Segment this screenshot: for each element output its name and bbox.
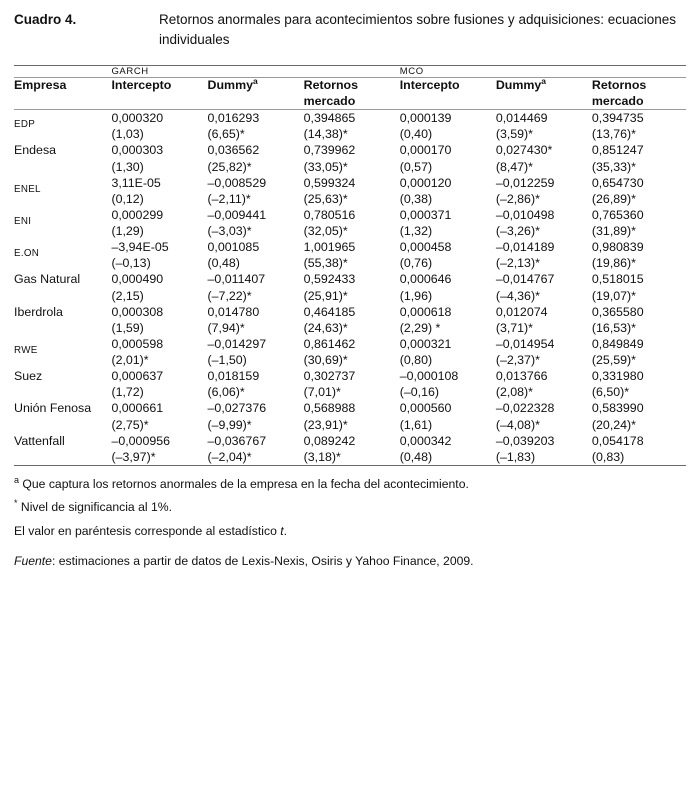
- row-firm: Vattenfall: [14, 433, 65, 448]
- row-cell: 0,000646 (1,96): [399, 272, 452, 303]
- table-row: [14, 368, 686, 400]
- row-cell: 0,861462 (30,69)*: [303, 336, 356, 367]
- row-cell: 0,599324 (25,63)*: [303, 175, 356, 206]
- note-superscript-a: [14, 476, 686, 492]
- row-cell: 0,089242 (3,18)*: [303, 433, 356, 464]
- table-row: [14, 239, 686, 271]
- row-cell: –0,039203 (–1,83): [495, 433, 555, 464]
- row-cell: 0,000308 (1,59): [111, 304, 164, 335]
- col-header-intercepto-mco-l1: Intercepto: [399, 78, 460, 93]
- row-cell: 0,014780 (7,94)*: [207, 304, 260, 335]
- row-cell: 0,331980 (6,50)*: [591, 369, 644, 400]
- row-cell: 1,001965 (55,38)*: [303, 240, 356, 271]
- row-cell: 0,000342 (0,48): [399, 433, 452, 464]
- row-cell: 0,851247 (35,33)*: [591, 143, 644, 174]
- note-t-statistic: [14, 523, 686, 539]
- row-firm: Iberdrola: [14, 304, 63, 319]
- row-cell: 0,592433 (25,91)*: [303, 272, 356, 303]
- note-significance: [14, 499, 686, 515]
- row-cell: 0,302737 (7,01)*: [303, 369, 356, 400]
- row-cell: 0,654730 (26,89)*: [591, 175, 644, 206]
- row-cell: 0,365580 (16,53)*: [591, 304, 644, 335]
- col-header-intercepto-mco: [400, 78, 496, 110]
- table-caption: [14, 10, 686, 49]
- note-a-text: Que captura los retornos anormales de la empresa en la fecha del acontecimiento.: [19, 476, 469, 491]
- col-header-dummy-mco-l1: Dummy: [495, 78, 542, 93]
- row-firm: EDP: [14, 119, 36, 131]
- row-cell: 0,000560 (1,61): [399, 401, 452, 432]
- row-firm: E.ON: [14, 248, 40, 260]
- group-header-blank: [14, 66, 111, 78]
- col-header-retornos-mercado-garch: [304, 78, 400, 110]
- table-row: [14, 433, 686, 466]
- row-cell: –0,011407 (–7,22)*: [207, 272, 266, 303]
- row-firm: ENEL: [14, 183, 41, 195]
- row-cell: 0,000661 (2,75)*: [111, 401, 164, 432]
- row-cell: –0,012259 (–2,86)*: [495, 175, 555, 206]
- col-header-retornos-mercado-mco-l1: Retornos: [591, 78, 647, 93]
- table-row: [14, 142, 686, 174]
- row-cell: 0,000458 (0,76): [399, 240, 452, 271]
- source-label: Fuente: [14, 554, 52, 569]
- row-cell: 0,000170 (0,57): [399, 143, 452, 174]
- row-cell: 0,012074 (3,71)*: [495, 304, 548, 335]
- row-cell: 0,000618 (2,29) *: [399, 304, 452, 335]
- row-cell: –0,022328 (–4,08)*: [495, 401, 555, 432]
- row-cell: 0,001085 (0,48): [207, 240, 260, 271]
- note-t-pre: El valor en paréntesis corresponde al estadístico: [14, 523, 281, 538]
- row-cell: 0,000598 (2,01)*: [111, 336, 164, 367]
- row-cell: 0,739962 (33,05)*: [303, 143, 356, 174]
- col-header-retornos-mercado-mco-l2: mercado: [591, 93, 644, 108]
- col-header-dummy-garch-l1: Dummy: [207, 78, 253, 93]
- col-header-intercepto-garch-l1: Intercepto: [111, 78, 172, 93]
- row-cell: 0,464185 (24,63)*: [303, 304, 356, 335]
- row-cell: 0,518015 (19,07)*: [591, 272, 644, 303]
- group-header-mco: MCO: [399, 66, 424, 78]
- row-cell: 0,849849 (25,59)*: [591, 336, 644, 367]
- column-header-row: [14, 78, 686, 110]
- row-cell: –0,014297 (–1,50): [207, 336, 267, 367]
- row-cell: 0,780516 (32,05)*: [303, 207, 356, 238]
- row-firm: Unión Fenosa: [14, 401, 92, 416]
- col-header-retornos-mercado-garch-l2: mercado: [303, 93, 356, 108]
- row-firm: RWE: [14, 344, 38, 356]
- row-firm: ENI: [14, 215, 32, 227]
- row-cell: 3,11E-05 (0,12): [111, 175, 161, 206]
- row-cell: –0,000108 (–0,16): [399, 369, 459, 400]
- row-cell: 0,000299 (1,29): [111, 207, 164, 238]
- row-firm: Suez: [14, 369, 43, 384]
- row-cell: 0,014469 (3,59)*: [495, 111, 548, 142]
- row-cell: 0,394865 (14,38)*: [303, 111, 356, 142]
- col-header-dummy-mco: [496, 78, 592, 110]
- table-row: [14, 400, 686, 432]
- col-header-dummy-garch-sup: a: [252, 76, 258, 86]
- row-cell: 0,000139 (0,40): [399, 111, 452, 142]
- col-header-empresa: [14, 78, 111, 110]
- caption-text: Retornos anormales para acontecimientos sobre fusiones y adquisiciones: ecuaciones individuales: [159, 12, 677, 47]
- results-table: [14, 65, 686, 466]
- row-cell: 0,394735 (13,76)*: [591, 111, 644, 142]
- row-cell: –0,010498 (–3,26)*: [495, 207, 555, 238]
- row-cell: –0,009441 (–3,03)*: [207, 207, 267, 238]
- source-text: : estimaciones a partir de datos de Lexis-Nexis, Osiris y Yahoo Finance, 2009.: [51, 554, 474, 569]
- row-cell: –0,008529 (–2,11)*: [207, 175, 267, 206]
- group-header-garch: GARCH: [111, 66, 149, 78]
- row-cell: –3,94E-05 (–0,13): [111, 240, 169, 271]
- note-t-italic: t: [280, 523, 284, 538]
- table-row: [14, 175, 686, 207]
- col-header-empresa-l1: Empresa: [14, 78, 67, 93]
- row-cell: 0,583990 (20,24)*: [591, 401, 644, 432]
- row-cell: 0,000637 (1,72): [111, 369, 164, 400]
- note-star-text: Nivel de significancia al 1%.: [17, 500, 172, 515]
- row-cell: –0,014767 (–4,36)*: [495, 272, 555, 303]
- row-cell: 0,000120 (0,38): [399, 175, 452, 206]
- row-cell: –0,014954 (–2,37)*: [495, 336, 555, 367]
- table-row: [14, 207, 686, 239]
- row-cell: 0,568988 (23,91)*: [303, 401, 356, 432]
- row-cell: 0,000490 (2,15): [111, 272, 164, 303]
- row-cell: 0,000303 (1,30): [111, 143, 164, 174]
- row-cell: –0,000956 (–3,97)*: [111, 433, 171, 464]
- group-header-row: [14, 66, 686, 78]
- row-cell: 0,027430* (8,47)*: [495, 143, 553, 174]
- row-cell: 0,036562 (25,82)*: [207, 143, 260, 174]
- row-cell: 0,765360 (31,89)*: [591, 207, 644, 238]
- table-row: [14, 304, 686, 336]
- row-cell: 0,000321 (0,80): [399, 336, 452, 367]
- col-header-retornos-mercado-mco: [592, 78, 686, 110]
- note-t-post: .: [283, 523, 288, 538]
- row-cell: 0,016293 (6,65)*: [207, 111, 260, 142]
- table-notes: [14, 476, 686, 570]
- table-row: [14, 271, 686, 303]
- row-cell: 0,018159 (6,06)*: [207, 369, 260, 400]
- row-cell: 0,980839 (19,86)*: [591, 240, 644, 271]
- caption-label: Cuadro 4.: [14, 12, 77, 27]
- row-firm: Endesa: [14, 143, 57, 158]
- table-row: [14, 110, 686, 142]
- row-firm: Gas Natural: [14, 272, 81, 287]
- row-cell: 0,013766 (2,08)*: [495, 369, 548, 400]
- row-cell: 0,000320 (1,03): [111, 111, 164, 142]
- row-cell: –0,036767 (–2,04)*: [207, 433, 267, 464]
- col-header-intercepto-garch: [111, 78, 207, 110]
- col-header-dummy-garch: [208, 78, 304, 110]
- rule-bottom: [14, 465, 686, 466]
- row-cell: –0,014189 (–2,13)*: [495, 240, 555, 271]
- row-cell: –0,027376 (–9,99)*: [207, 401, 267, 432]
- row-cell: 0,054178 (0,83): [591, 433, 644, 464]
- note-source: [14, 553, 686, 569]
- row-cell: 0,000371 (1,32): [399, 207, 452, 238]
- col-header-dummy-mco-sup: a: [541, 76, 546, 86]
- note-star-symbol: *: [14, 498, 18, 509]
- table-row: [14, 336, 686, 368]
- note-a-symbol: a: [14, 474, 20, 485]
- col-header-retornos-mercado-garch-l1: Retornos: [303, 78, 359, 93]
